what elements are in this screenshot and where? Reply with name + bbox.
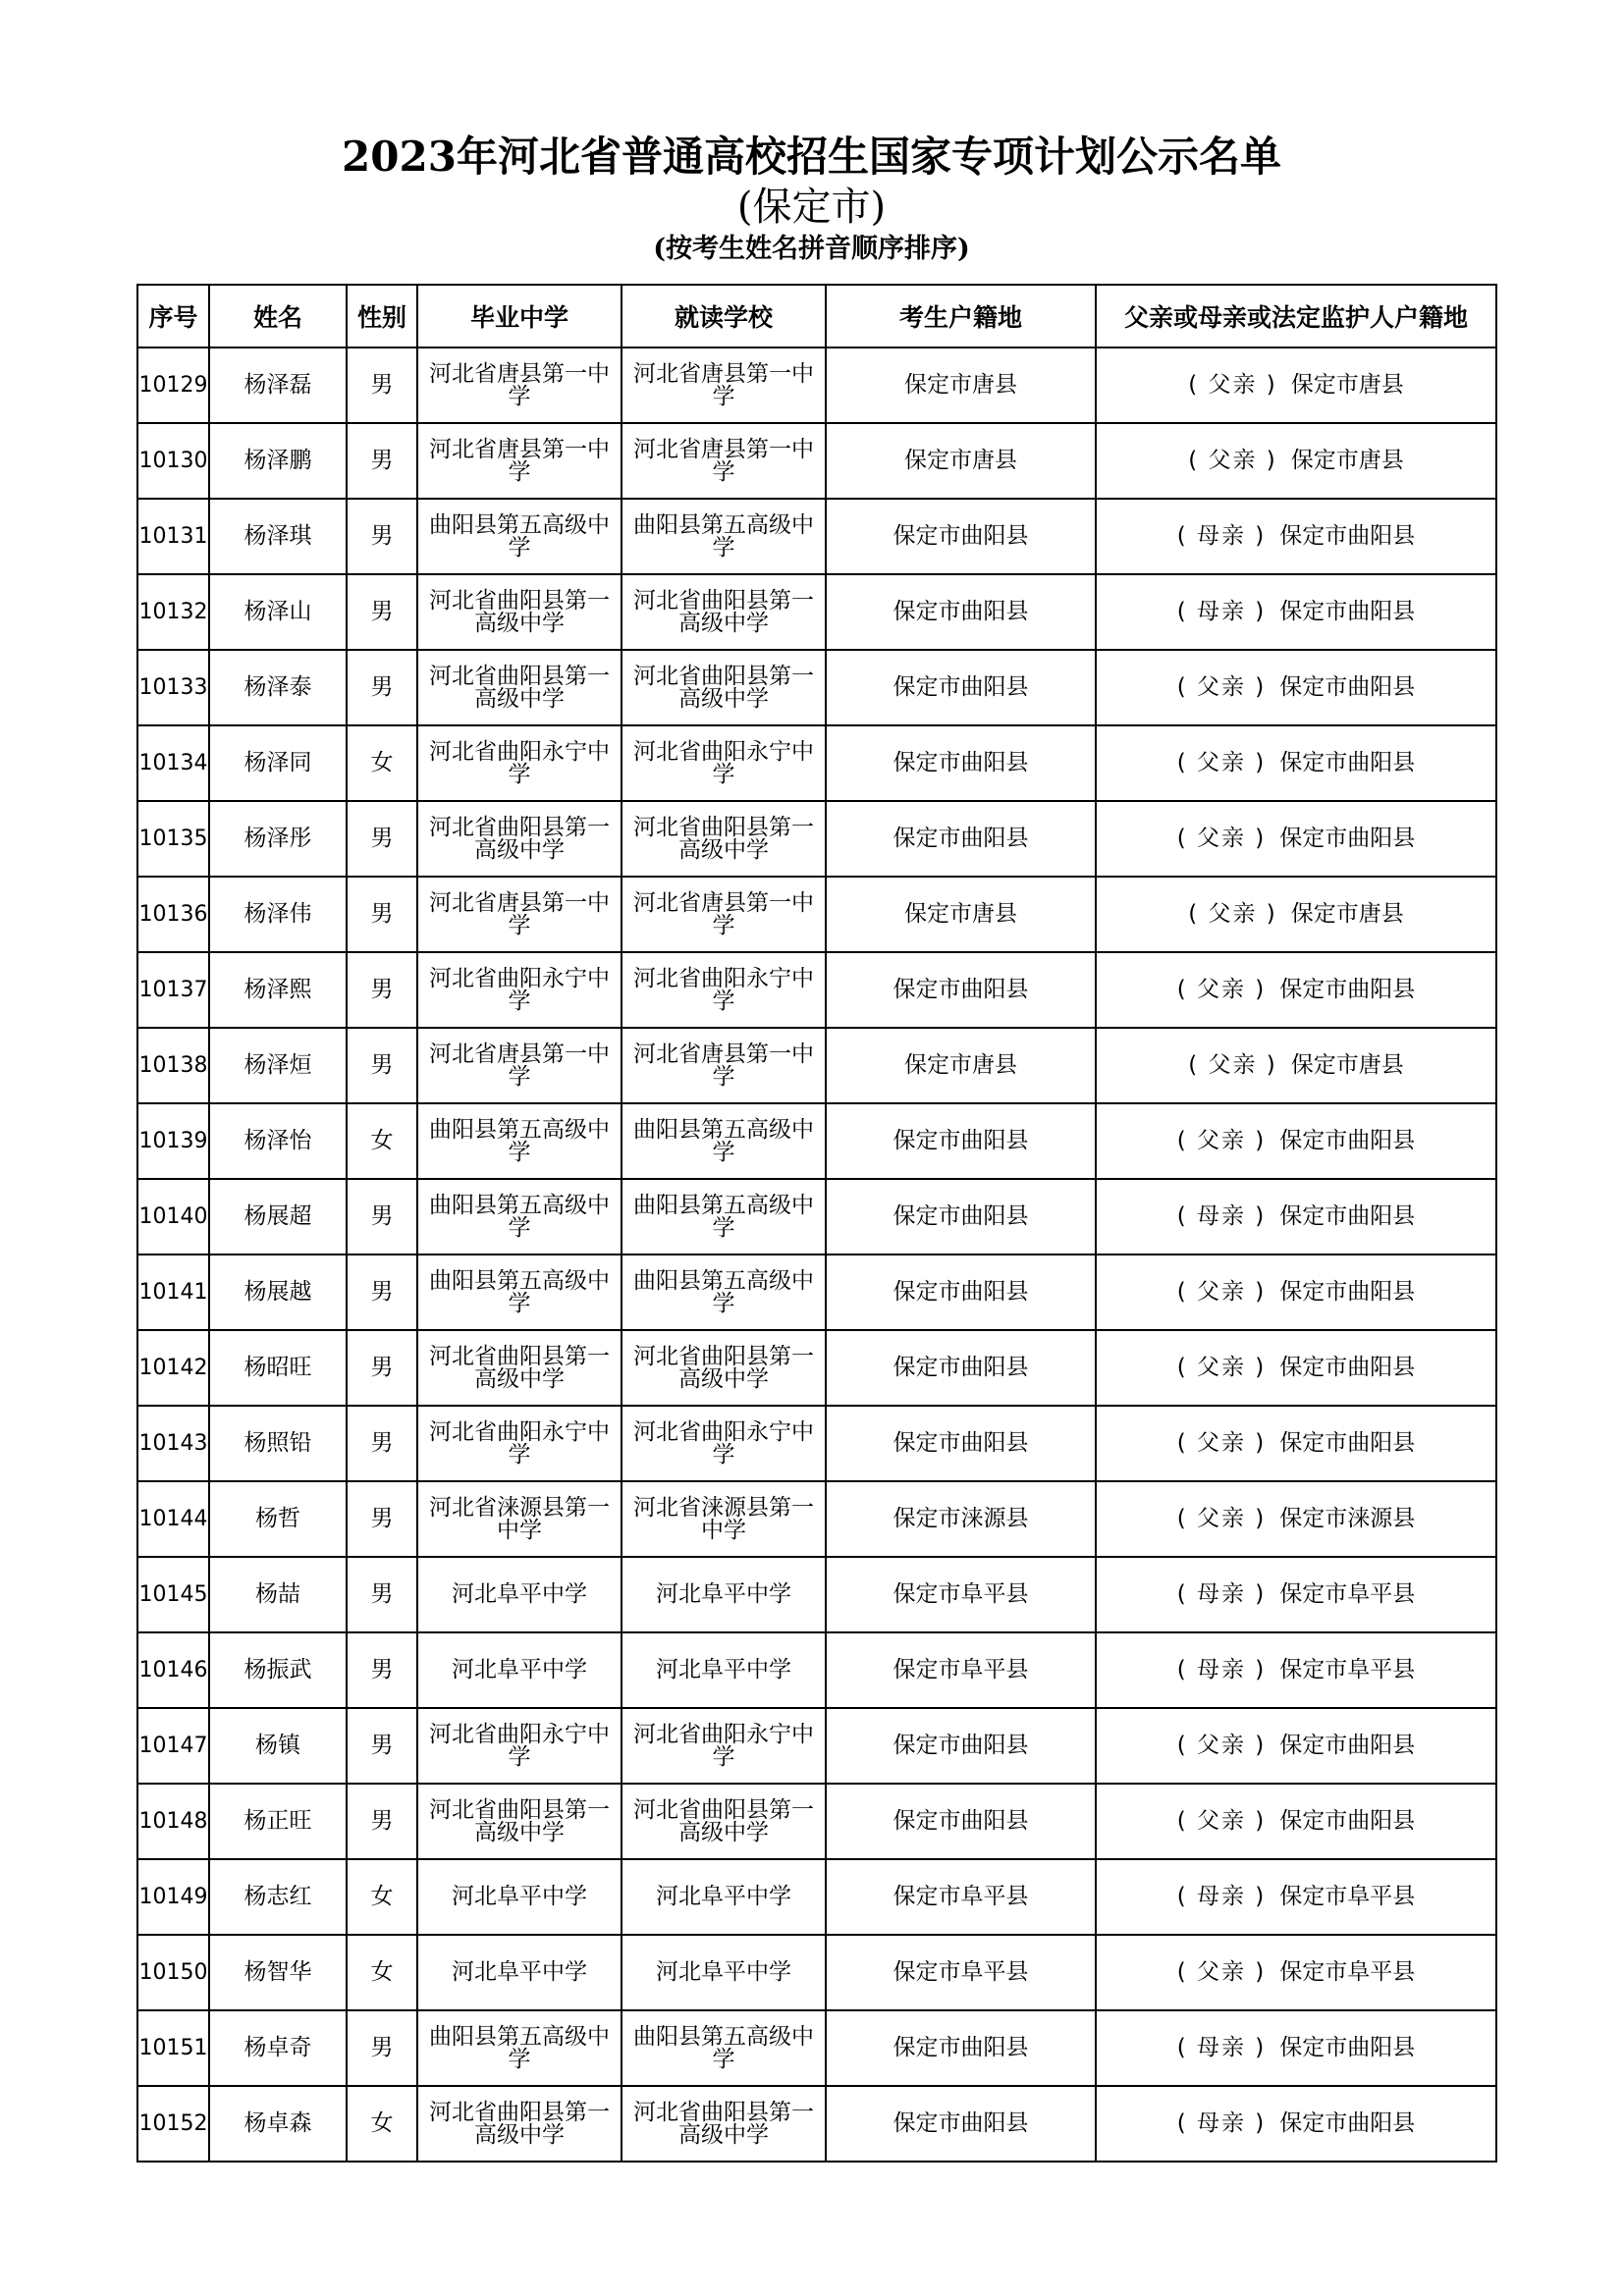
cell-id: 10130 [137, 423, 209, 499]
cell-grad-school: 河北省曲阳永宁中学 [417, 1406, 622, 1481]
cell-id: 10141 [137, 1255, 209, 1330]
cell-name: 杨泽彤 [209, 801, 347, 877]
cell-guardian-hukou [1096, 1632, 1496, 1708]
cell-id: 10142 [137, 1330, 209, 1406]
cell-id: 10133 [137, 650, 209, 725]
guardian-place: 保定市曲阳县 [1279, 1430, 1416, 1456]
cell-name: 杨喆 [209, 1557, 347, 1632]
cell-gender: 男 [347, 1179, 417, 1255]
cell-hukou: 保定市曲阳县 [826, 1784, 1096, 1859]
cell-guardian-hukou [1096, 801, 1496, 877]
guardian-place: 保定市曲阳县 [1279, 826, 1416, 851]
cell-current-school: 河北省唐县第一中学 [622, 423, 826, 499]
cell-hukou: 保定市曲阳县 [826, 1406, 1096, 1481]
guardian-relation: ( 父亲 ) [1176, 1355, 1267, 1380]
cell-hukou: 保定市曲阳县 [826, 1330, 1096, 1406]
guardian-place: 保定市曲阳县 [1279, 1203, 1416, 1229]
cell-hukou: 保定市唐县 [826, 347, 1096, 423]
cell-guardian-hukou [1096, 1557, 1496, 1632]
cell-guardian-hukou [1096, 347, 1496, 423]
guardian-place: 保定市阜平县 [1279, 1959, 1416, 1985]
sort-order-note: (按考生姓名拼音顺序排序) [653, 234, 970, 264]
guardian-place: 保定市阜平县 [1279, 1657, 1416, 1682]
cell-grad-school: 河北阜平中学 [417, 1632, 622, 1708]
cell-current-school: 曲阳县第五高级中学 [622, 1103, 826, 1179]
cell-grad-school: 河北省曲阳永宁中学 [417, 1708, 622, 1784]
column-header-id: 序号 [137, 285, 209, 347]
cell-grad-school: 曲阳县第五高级中学 [417, 499, 622, 574]
guardian-place: 保定市唐县 [1290, 901, 1404, 927]
cell-guardian-hukou [1096, 1481, 1496, 1557]
table-row [137, 1406, 1496, 1481]
cell-guardian-hukou [1096, 423, 1496, 499]
guardian-relation: ( 父亲 ) [1176, 674, 1267, 700]
guardian-relation: ( 父亲 ) [1188, 448, 1277, 473]
cell-guardian-hukou [1096, 2086, 1496, 2162]
cell-gender: 女 [347, 1935, 417, 2010]
cell-guardian-hukou [1096, 1330, 1496, 1406]
cell-id: 10149 [137, 1859, 209, 1935]
guardian-relation: ( 父亲 ) [1188, 372, 1277, 398]
guardian-relation: ( 父亲 ) [1188, 901, 1277, 927]
cell-grad-school: 曲阳县第五高级中学 [417, 2010, 622, 2086]
cell-current-school: 河北省曲阳永宁中学 [622, 725, 826, 801]
guardian-place: 保定市唐县 [1290, 448, 1404, 473]
guardian-relation: ( 母亲 ) [1176, 1203, 1267, 1229]
cell-gender: 男 [347, 347, 417, 423]
guardian-relation: ( 父亲 ) [1176, 1430, 1267, 1456]
guardian-place: 保定市曲阳县 [1279, 1808, 1416, 1834]
cell-name: 杨照铅 [209, 1406, 347, 1481]
guardian-relation: ( 父亲 ) [1176, 1506, 1267, 1531]
roster-table [136, 284, 1497, 2163]
cell-gender: 男 [347, 1255, 417, 1330]
cell-grad-school: 曲阳县第五高级中学 [417, 1255, 622, 1330]
cell-guardian-hukou [1096, 574, 1496, 650]
table-row [137, 1632, 1496, 1708]
cell-id: 10148 [137, 1784, 209, 1859]
cell-guardian-hukou [1096, 1028, 1496, 1103]
cell-id: 10137 [137, 952, 209, 1028]
cell-id: 10140 [137, 1179, 209, 1255]
guardian-place: 保定市曲阳县 [1279, 2110, 1416, 2136]
cell-name: 杨镇 [209, 1708, 347, 1784]
cell-hukou: 保定市唐县 [826, 423, 1096, 499]
cell-guardian-hukou [1096, 499, 1496, 574]
cell-hukou: 保定市阜平县 [826, 1859, 1096, 1935]
cell-guardian-hukou [1096, 952, 1496, 1028]
guardian-place: 保定市唐县 [1290, 372, 1404, 398]
cell-name: 杨正旺 [209, 1784, 347, 1859]
cell-gender: 男 [347, 952, 417, 1028]
cell-name: 杨泽同 [209, 725, 347, 801]
guardian-relation: ( 母亲 ) [1176, 1884, 1267, 1909]
cell-current-school: 河北阜平中学 [622, 1935, 826, 2010]
cell-name: 杨哲 [209, 1481, 347, 1557]
guardian-place: 保定市曲阳县 [1279, 523, 1416, 549]
cell-name: 杨卓森 [209, 2086, 347, 2162]
cell-guardian-hukou [1096, 650, 1496, 725]
cell-id: 10147 [137, 1708, 209, 1784]
cell-id: 10151 [137, 2010, 209, 2086]
guardian-relation: ( 父亲 ) [1176, 826, 1267, 851]
cell-name: 杨卓奇 [209, 2010, 347, 2086]
guardian-place: 保定市曲阳县 [1279, 1355, 1416, 1380]
table-row [137, 499, 1496, 574]
cell-name: 杨展越 [209, 1255, 347, 1330]
cell-hukou: 保定市曲阳县 [826, 801, 1096, 877]
cell-hukou: 保定市阜平县 [826, 1557, 1096, 1632]
cell-current-school: 河北省唐县第一中学 [622, 877, 826, 952]
cell-id: 10131 [137, 499, 209, 574]
table-row [137, 2010, 1496, 2086]
guardian-place: 保定市曲阳县 [1279, 1279, 1416, 1305]
cell-grad-school: 河北省唐县第一中学 [417, 347, 622, 423]
cell-hukou: 保定市涞源县 [826, 1481, 1096, 1557]
cell-guardian-hukou [1096, 1406, 1496, 1481]
cell-grad-school: 河北阜平中学 [417, 1859, 622, 1935]
table-row [137, 347, 1496, 423]
cell-gender: 男 [347, 574, 417, 650]
cell-current-school: 河北阜平中学 [622, 1859, 826, 1935]
cell-grad-school: 河北省曲阳县第一高级中学 [417, 574, 622, 650]
guardian-relation: ( 母亲 ) [1176, 2035, 1267, 2060]
cell-name: 杨泽鹏 [209, 423, 347, 499]
cell-grad-school: 河北阜平中学 [417, 1935, 622, 2010]
cell-grad-school: 河北省曲阳县第一高级中学 [417, 1784, 622, 1859]
cell-hukou: 保定市曲阳县 [826, 574, 1096, 650]
cell-hukou: 保定市曲阳县 [826, 650, 1096, 725]
cell-guardian-hukou [1096, 877, 1496, 952]
table-row [137, 1028, 1496, 1103]
table-row [137, 877, 1496, 952]
table-row [137, 1557, 1496, 1632]
cell-current-school: 河北省曲阳永宁中学 [622, 1708, 826, 1784]
guardian-relation: ( 父亲 ) [1176, 1733, 1267, 1758]
cell-hukou: 保定市唐县 [826, 1028, 1096, 1103]
cell-gender: 男 [347, 650, 417, 725]
cell-id: 10143 [137, 1406, 209, 1481]
cell-gender: 男 [347, 801, 417, 877]
guardian-relation: ( 母亲 ) [1176, 599, 1267, 624]
cell-id: 10134 [137, 725, 209, 801]
cell-current-school: 河北省曲阳永宁中学 [622, 1406, 826, 1481]
cell-grad-school: 河北省唐县第一中学 [417, 423, 622, 499]
cell-current-school: 河北省曲阳县第一高级中学 [622, 1330, 826, 1406]
table-row [137, 650, 1496, 725]
cell-hukou: 保定市曲阳县 [826, 2086, 1096, 2162]
table-row [137, 952, 1496, 1028]
column-header-gender: 性别 [347, 285, 417, 347]
cell-hukou: 保定市曲阳县 [826, 1103, 1096, 1179]
guardian-relation: ( 母亲 ) [1176, 1581, 1267, 1607]
cell-current-school: 曲阳县第五高级中学 [622, 1179, 826, 1255]
cell-name: 杨泽磊 [209, 347, 347, 423]
cell-current-school: 河北省曲阳县第一高级中学 [622, 1784, 826, 1859]
cell-current-school: 河北省唐县第一中学 [622, 347, 826, 423]
cell-current-school: 河北阜平中学 [622, 1557, 826, 1632]
cell-gender: 男 [347, 2010, 417, 2086]
table-body [137, 347, 1496, 2162]
cell-gender: 男 [347, 1632, 417, 1708]
document-subtitle-city: (保定市) [736, 185, 887, 230]
cell-name: 杨泽伟 [209, 877, 347, 952]
column-header-current-school: 就读学校 [622, 285, 826, 347]
guardian-relation: ( 母亲 ) [1176, 2110, 1267, 2136]
cell-guardian-hukou [1096, 1935, 1496, 2010]
cell-hukou: 保定市曲阳县 [826, 1708, 1096, 1784]
cell-gender: 男 [347, 877, 417, 952]
cell-gender: 女 [347, 2086, 417, 2162]
cell-gender: 女 [347, 725, 417, 801]
cell-name: 杨泽琪 [209, 499, 347, 574]
cell-name: 杨智华 [209, 1935, 347, 2010]
cell-id: 10152 [137, 2086, 209, 2162]
cell-hukou: 保定市唐县 [826, 877, 1096, 952]
cell-name: 杨振武 [209, 1632, 347, 1708]
guardian-relation: ( 父亲 ) [1188, 1052, 1277, 1078]
table-row [137, 1255, 1496, 1330]
table-row [137, 2086, 1496, 2162]
guardian-relation: ( 母亲 ) [1176, 1657, 1267, 1682]
cell-hukou: 保定市曲阳县 [826, 725, 1096, 801]
table-row [137, 1859, 1496, 1935]
cell-grad-school: 河北省曲阳县第一高级中学 [417, 801, 622, 877]
table-row [137, 1708, 1496, 1784]
guardian-place: 保定市涞源县 [1279, 1506, 1416, 1531]
cell-grad-school: 曲阳县第五高级中学 [417, 1179, 622, 1255]
cell-name: 杨泽熙 [209, 952, 347, 1028]
table-row [137, 1481, 1496, 1557]
cell-guardian-hukou [1096, 1179, 1496, 1255]
cell-gender: 男 [347, 1784, 417, 1859]
table-row [137, 574, 1496, 650]
cell-grad-school: 河北省唐县第一中学 [417, 1028, 622, 1103]
cell-grad-school: 河北阜平中学 [417, 1557, 622, 1632]
cell-guardian-hukou [1096, 2010, 1496, 2086]
cell-id: 10144 [137, 1481, 209, 1557]
guardian-relation: ( 父亲 ) [1176, 750, 1267, 775]
guardian-relation: ( 父亲 ) [1176, 1279, 1267, 1305]
table-row [137, 1784, 1496, 1859]
cell-grad-school: 河北省涞源县第一中学 [417, 1481, 622, 1557]
cell-name: 杨泽山 [209, 574, 347, 650]
cell-gender: 男 [347, 1028, 417, 1103]
cell-current-school: 曲阳县第五高级中学 [622, 499, 826, 574]
guardian-place: 保定市阜平县 [1279, 1581, 1416, 1607]
cell-gender: 男 [347, 423, 417, 499]
cell-current-school: 河北省曲阳县第一高级中学 [622, 801, 826, 877]
cell-id: 10146 [137, 1632, 209, 1708]
cell-gender: 男 [347, 1708, 417, 1784]
cell-name: 杨泽怡 [209, 1103, 347, 1179]
cell-name: 杨泽泰 [209, 650, 347, 725]
cell-hukou: 保定市曲阳县 [826, 499, 1096, 574]
guardian-place: 保定市曲阳县 [1279, 977, 1416, 1002]
cell-grad-school: 河北省曲阳永宁中学 [417, 725, 622, 801]
guardian-place: 保定市曲阳县 [1279, 1733, 1416, 1758]
cell-current-school: 河北省曲阳县第一高级中学 [622, 2086, 826, 2162]
guardian-place: 保定市曲阳县 [1279, 599, 1416, 624]
cell-current-school: 曲阳县第五高级中学 [622, 2010, 826, 2086]
cell-hukou: 保定市曲阳县 [826, 1179, 1096, 1255]
guardian-relation: ( 母亲 ) [1176, 523, 1267, 549]
column-header-grad-school: 毕业中学 [417, 285, 622, 347]
cell-guardian-hukou [1096, 1255, 1496, 1330]
cell-grad-school: 河北省曲阳县第一高级中学 [417, 1330, 622, 1406]
cell-guardian-hukou [1096, 725, 1496, 801]
cell-id: 10150 [137, 1935, 209, 2010]
table-header [137, 285, 1496, 347]
guardian-place: 保定市曲阳县 [1279, 1128, 1416, 1153]
cell-current-school: 河北省曲阳县第一高级中学 [622, 574, 826, 650]
table-row [137, 1103, 1496, 1179]
cell-grad-school: 曲阳县第五高级中学 [417, 1103, 622, 1179]
cell-grad-school: 河北省曲阳永宁中学 [417, 952, 622, 1028]
table-row [137, 1179, 1496, 1255]
guardian-relation: ( 父亲 ) [1176, 1959, 1267, 1985]
cell-current-school: 河北省曲阳永宁中学 [622, 952, 826, 1028]
cell-gender: 男 [347, 1557, 417, 1632]
column-header-guardian-hukou: 父亲或母亲或法定监护人户籍地 [1096, 285, 1496, 347]
cell-name: 杨志红 [209, 1859, 347, 1935]
table-row [137, 1330, 1496, 1406]
cell-hukou: 保定市阜平县 [826, 1935, 1096, 2010]
cell-guardian-hukou [1096, 1708, 1496, 1784]
guardian-relation: ( 父亲 ) [1176, 1128, 1267, 1153]
guardian-place: 保定市阜平县 [1279, 1884, 1416, 1909]
guardian-relation: ( 父亲 ) [1176, 1808, 1267, 1834]
header-row [137, 285, 1496, 347]
guardian-relation: ( 父亲 ) [1176, 977, 1267, 1002]
cell-id: 10135 [137, 801, 209, 877]
cell-name: 杨昭旺 [209, 1330, 347, 1406]
column-header-name: 姓名 [209, 285, 347, 347]
table-row [137, 801, 1496, 877]
cell-gender: 男 [347, 1481, 417, 1557]
cell-hukou: 保定市曲阳县 [826, 1255, 1096, 1330]
cell-id: 10139 [137, 1103, 209, 1179]
cell-current-school: 河北省曲阳县第一高级中学 [622, 650, 826, 725]
cell-id: 10132 [137, 574, 209, 650]
table-row [137, 725, 1496, 801]
cell-gender: 女 [347, 1859, 417, 1935]
cell-current-school: 河北省唐县第一中学 [622, 1028, 826, 1103]
guardian-place: 保定市曲阳县 [1279, 2035, 1416, 2060]
cell-guardian-hukou [1096, 1103, 1496, 1179]
table-row [137, 423, 1496, 499]
guardian-place: 保定市唐县 [1290, 1052, 1404, 1078]
cell-current-school: 曲阳县第五高级中学 [622, 1255, 826, 1330]
cell-hukou: 保定市曲阳县 [826, 2010, 1096, 2086]
cell-name: 杨泽烜 [209, 1028, 347, 1103]
cell-grad-school: 河北省唐县第一中学 [417, 877, 622, 952]
cell-current-school: 河北省涞源县第一中学 [622, 1481, 826, 1557]
guardian-place: 保定市曲阳县 [1279, 750, 1416, 775]
cell-current-school: 河北阜平中学 [622, 1632, 826, 1708]
cell-hukou: 保定市曲阳县 [826, 952, 1096, 1028]
cell-guardian-hukou [1096, 1859, 1496, 1935]
guardian-place: 保定市曲阳县 [1279, 674, 1416, 700]
cell-guardian-hukou [1096, 1784, 1496, 1859]
cell-gender: 男 [347, 499, 417, 574]
cell-id: 10136 [137, 877, 209, 952]
cell-id: 10145 [137, 1557, 209, 1632]
cell-grad-school: 河北省曲阳县第一高级中学 [417, 650, 622, 725]
cell-gender: 男 [347, 1406, 417, 1481]
cell-id: 10129 [137, 347, 209, 423]
cell-gender: 女 [347, 1103, 417, 1179]
cell-grad-school: 河北省曲阳县第一高级中学 [417, 2086, 622, 2162]
cell-name: 杨展超 [209, 1179, 347, 1255]
document-title: 2023年河北省普通高校招生国家专项计划公示名单 [342, 133, 1281, 181]
column-header-hukou: 考生户籍地 [826, 285, 1096, 347]
cell-hukou: 保定市阜平县 [826, 1632, 1096, 1708]
cell-gender: 男 [347, 1330, 417, 1406]
table-row [137, 1935, 1496, 2010]
cell-id: 10138 [137, 1028, 209, 1103]
